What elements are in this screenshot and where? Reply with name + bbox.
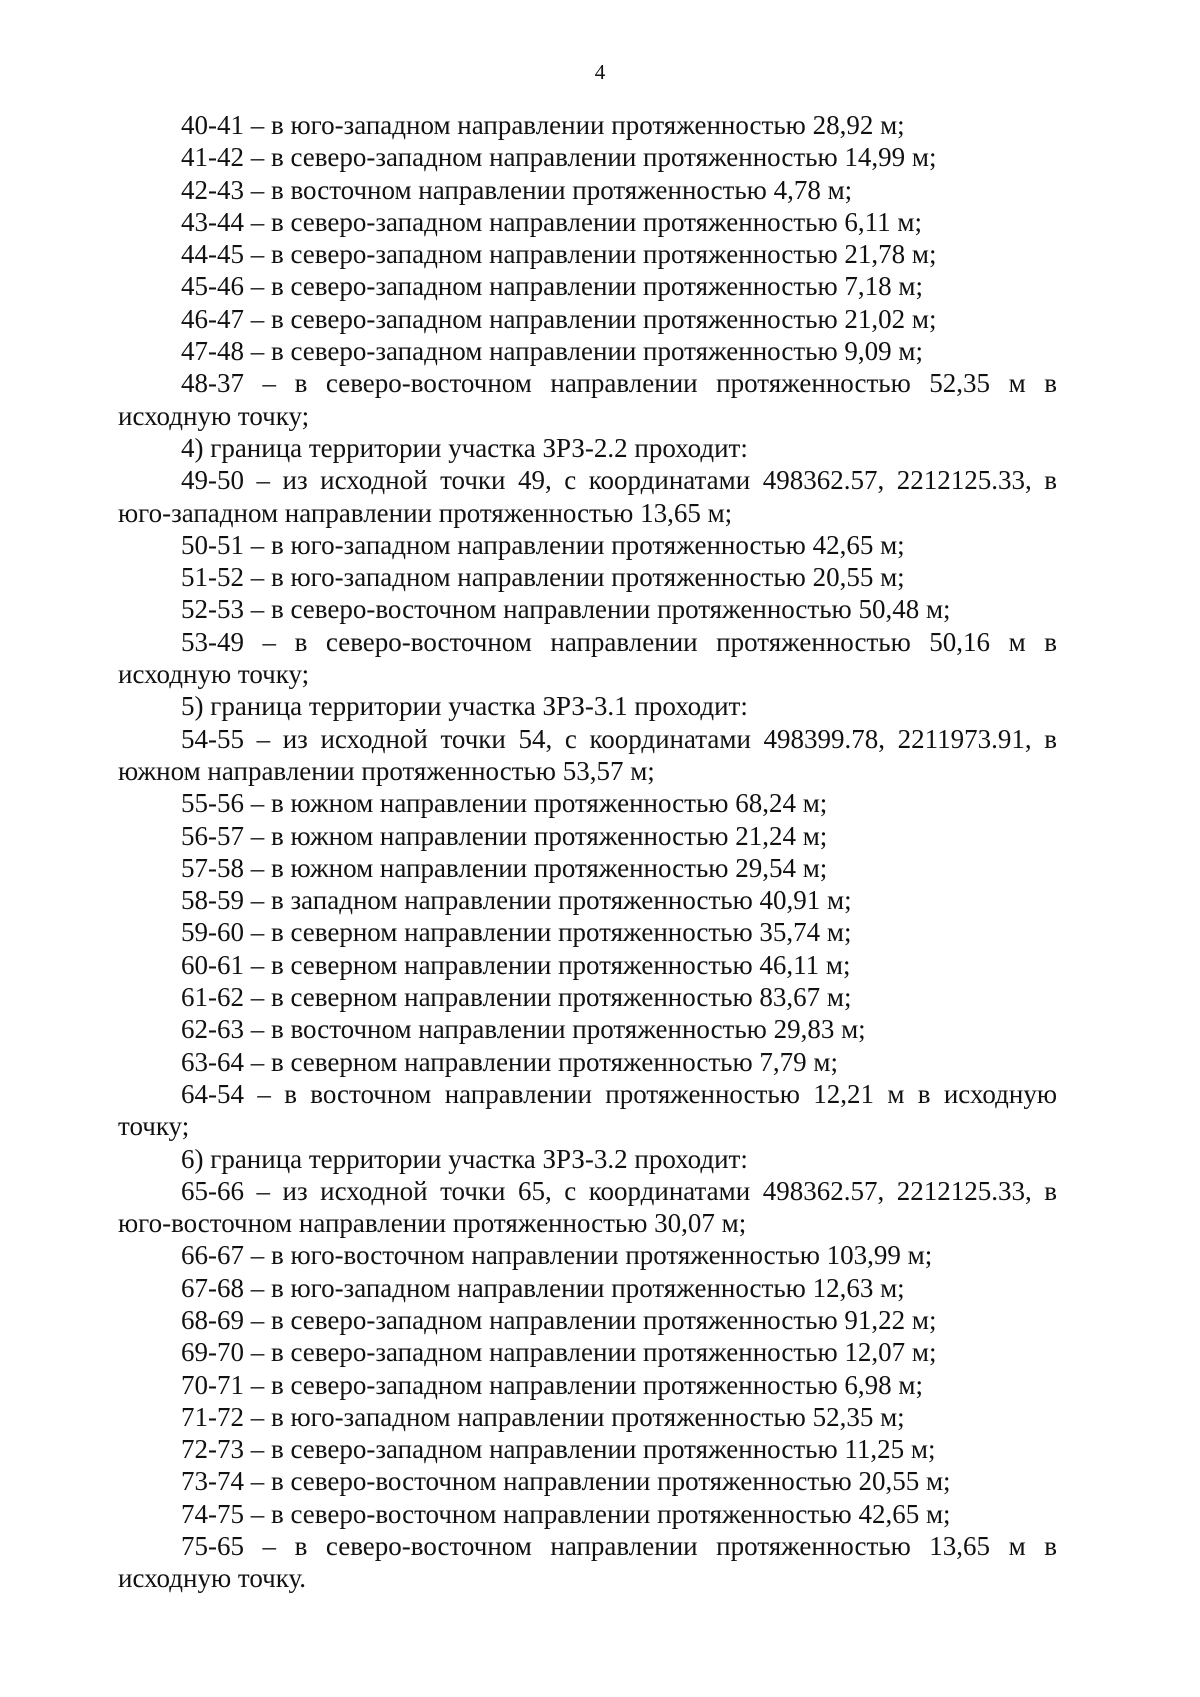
paragraph: 62-63 – в восточном направлении протяженностью 29,83 м; [181,1014,866,1045]
paragraph: 73-74 – в северо-восточном направлении протяженностью 20,55 м; [181,1466,951,1497]
paragraph: 48-37 – в северо-восточном направлении протяженностью 52,35 м в исходную точку; [118,368,1057,431]
paragraph: 65-66 – из исходной точки 65, с координатами 498362.57, 2212125.33, в юго-восточном направлении протяженностью 30,07 м; [118,1175,1057,1239]
paragraph: 69-70 – в северо-западном направлении протяженностью 12,07 м; [181,1337,937,1368]
paragraph: 51-52 – в юго-западном направлении протяженностью 20,55 м; [181,562,905,593]
paragraph: 55-56 – в южном направлении протяженностью 68,24 м; [181,788,828,819]
paragraph: 70-71 – в северо-западном направлении протяженностью 6,98 м; [181,1369,923,1400]
paragraph: 58-59 – в западном направлении протяженностью 40,91 м; [181,885,852,916]
paragraph: 40-41 – в юго-западном направлении протяженностью 28,92 м; [181,110,905,140]
paragraph: 6) граница территории участка ЗРЗ-3.2 проходит: [181,1143,748,1174]
paragraph: 53-49 – в северо-восточном направлении протяженностью 50,16 м в исходную точку; [118,626,1057,690]
paragraph: 61-62 – в северном направлении протяженностью 83,67 м; [181,982,852,1013]
paragraph: 54-55 – из исходной точки 54, с координатами 498399.78, 2211973.91, в южном направлении протяженностью 53,57 м; [118,723,1057,786]
paragraph: 5) граница территории участка ЗРЗ-3.1 проходит: [181,691,748,722]
paragraph: 68-69 – в северо-западном направлении протяженностью 91,22 м; [181,1304,937,1335]
paragraph: 50-51 – в юго-западном направлении протяженностью 42,65 м; [181,529,905,560]
paragraph: 72-73 – в северо-западном направлении протяженностью 11,25 м; [181,1434,936,1465]
paragraph: 4) граница территории участка ЗРЗ-2.2 проходит: [181,432,748,463]
paragraph: 67-68 – в юго-западном направлении протяженностью 12,63 м; [181,1272,905,1303]
paragraph: 75-65 – в северо-восточном направлении протяженностью 13,65 м в исходную точку. [118,1531,1057,1594]
paragraph: 43-44 – в северо-западном направлении протяженностью 6,11 м; [181,206,922,237]
document-body [118,109,1057,1595]
paragraph: 59-60 – в северном направлении протяженностью 35,74 м; [181,917,852,948]
paragraph: 57-58 – в южном направлении протяженностью 29,54 м; [181,852,828,883]
paragraph: 44-45 – в северо-западном направлении протяженностью 21,78 м; [181,239,937,270]
paragraph: 60-61 – в северном направлении протяженностью 46,11 м; [181,949,851,980]
paragraph: 49-50 – из исходной точки 49, с координатами 498362.57, 2212125.33, в юго-западном направлении протяженностью 13,65 м; [118,465,1057,528]
paragraph: 47-48 – в северо-западном направлении протяженностью 9,09 м; [181,336,923,367]
paragraph: 71-72 – в юго-западном направлении протяженностью 52,35 м; [181,1401,905,1432]
paragraph: 63-64 – в северном направлении протяженностью 7,79 м; [181,1046,839,1077]
paragraph: 41-42 – в северо-западном направлении протяженностью 14,99 м; [181,142,937,173]
paragraph: 42-43 – в восточном направлении протяженностью 4,78 м; [181,174,853,205]
paragraph: 52-53 – в северо-восточном направлении протяженностью 50,48 м; [181,594,951,625]
paragraph: 45-46 – в северо-западном направлении протяженностью 7,18 м; [181,271,923,302]
paragraph: 64-54 – в восточном направлении протяженностью 12,21 м в исходную точку; [118,1078,1057,1142]
paragraph: 74-75 – в северо-восточном направлении протяженностью 42,65 м; [181,1498,951,1529]
page-number: 4 [594,60,606,84]
paragraph: 66-67 – в юго-восточном направлении протяженностью 103,99 м; [181,1240,933,1271]
paragraph: 46-47 – в северо-западном направлении протяженностью 21,02 м; [181,303,937,334]
paragraph: 56-57 – в южном направлении протяженностью 21,24 м; [181,820,828,851]
